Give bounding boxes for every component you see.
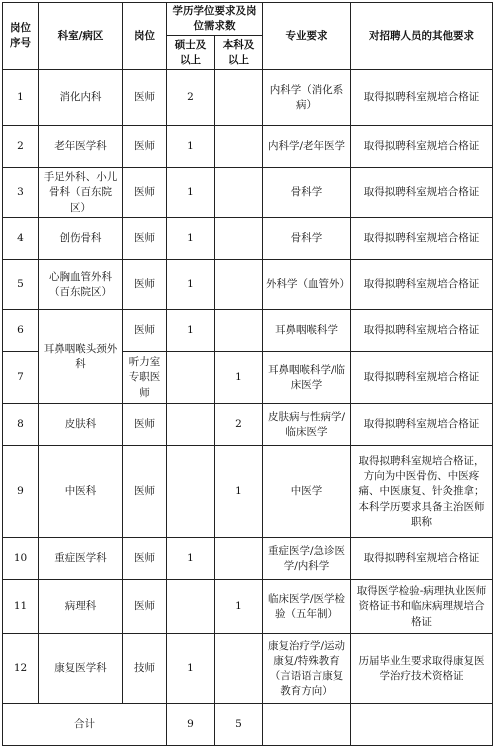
row-other: 取得拟聘科室规培合格证: [351, 126, 493, 168]
header-bachelor: 本科及以上: [215, 36, 263, 70]
row-bachelor: 1: [215, 580, 263, 634]
row-major: 中医学: [263, 446, 351, 538]
row-bachelor: 1: [215, 446, 263, 538]
row-master: 1: [167, 126, 215, 168]
row-bachelor: [215, 260, 263, 310]
total-bachelor: 5: [215, 704, 263, 746]
row-no: 8: [3, 404, 39, 446]
table-row: [3, 70, 493, 126]
row-bachelor: [215, 126, 263, 168]
row-major: 耳鼻咽喉科学: [263, 310, 351, 352]
row-master: [167, 352, 215, 404]
row-position: 医师: [123, 218, 167, 260]
row-major: 内科学/老年医学: [263, 126, 351, 168]
header-position: 岗位: [123, 3, 167, 70]
row-master: 1: [167, 634, 215, 704]
row-dept: 手足外科、小儿骨科（百东院区）: [39, 168, 123, 218]
table-row: [3, 404, 493, 446]
row-master: [167, 404, 215, 446]
row-major: 重症医学/急诊医学/内科学: [263, 538, 351, 580]
row-bachelor: [215, 218, 263, 260]
row-major: 内科学（消化系病）: [263, 70, 351, 126]
row-bachelor: 1: [215, 352, 263, 404]
header-edu-group: 学历学位要求及岗位需求数: [167, 3, 263, 36]
row-master: 1: [167, 538, 215, 580]
table-row: [3, 634, 493, 704]
row-position: 医师: [123, 580, 167, 634]
row-other: 取得拟聘科室规培合格证: [351, 168, 493, 218]
row-dept: 中医科: [39, 446, 123, 538]
row-bachelor: [215, 634, 263, 704]
row-other: 取得拟聘科室规培合格证: [351, 260, 493, 310]
row-master: 1: [167, 218, 215, 260]
row-bachelor: [215, 168, 263, 218]
header-dept: 科室/病区: [39, 3, 123, 70]
row-position: 医师: [123, 168, 167, 218]
header-row-1: [3, 3, 493, 36]
row-major: 外科学（血管外）: [263, 260, 351, 310]
row-dept: 耳鼻咽喉头颈外科: [39, 310, 123, 404]
row-dept: 康复医学科: [39, 634, 123, 704]
row-no: 6: [3, 310, 39, 352]
row-position: 医师: [123, 260, 167, 310]
row-no: 3: [3, 168, 39, 218]
row-no: 2: [3, 126, 39, 168]
row-major: 骨科学: [263, 168, 351, 218]
table-row: [3, 218, 493, 260]
row-dept: 皮肤科: [39, 404, 123, 446]
row-other: 历届毕业生要求取得康复医学治疗技术资格证: [351, 634, 493, 704]
row-no: 9: [3, 446, 39, 538]
row-bachelor: [215, 310, 263, 352]
row-dept: 创伤骨科: [39, 218, 123, 260]
row-dept: 消化内科: [39, 70, 123, 126]
row-position: 医师: [123, 538, 167, 580]
row-bachelor: 2: [215, 404, 263, 446]
table-row: [3, 168, 493, 218]
recruitment-table: [2, 2, 493, 746]
row-major: 康复治疗学/运动康复/特殊教育（言语语言康复教育方向）: [263, 634, 351, 704]
header-other: 对招聘人员的其他要求: [351, 3, 493, 70]
row-other: 取得拟聘科室规培合格证: [351, 310, 493, 352]
total-row: [3, 704, 493, 746]
row-other: 取得医学检验-病理执业医师资格证书和临床病理规培合格证: [351, 580, 493, 634]
row-dept: 病理科: [39, 580, 123, 634]
row-master: [167, 580, 215, 634]
row-position: 医师: [123, 310, 167, 352]
row-other: 取得拟聘科室规培合格证: [351, 218, 493, 260]
row-master: 1: [167, 168, 215, 218]
total-other: [351, 704, 493, 746]
table-row: [3, 446, 493, 538]
row-other: 取得拟聘科室规培合格证: [351, 404, 493, 446]
row-position: 医师: [123, 404, 167, 446]
total-major: [263, 704, 351, 746]
total-master: 9: [167, 704, 215, 746]
row-position: 医师: [123, 70, 167, 126]
row-no: 10: [3, 538, 39, 580]
total-label: 合计: [3, 704, 167, 746]
table-row: [3, 126, 493, 168]
row-position: 医师: [123, 126, 167, 168]
row-no: 1: [3, 70, 39, 126]
row-bachelor: [215, 70, 263, 126]
row-major: 耳鼻咽喉科学/临床医学: [263, 352, 351, 404]
row-no: 7: [3, 352, 39, 404]
row-bachelor: [215, 538, 263, 580]
row-no: 5: [3, 260, 39, 310]
row-major: 骨科学: [263, 218, 351, 260]
row-other: 取得拟聘科室规培合格证: [351, 538, 493, 580]
row-position: 技师: [123, 634, 167, 704]
row-position: 医师: [123, 446, 167, 538]
row-dept: 老年医学科: [39, 126, 123, 168]
row-position: 听力室专职医师: [123, 352, 167, 404]
row-master: 1: [167, 310, 215, 352]
row-no: 4: [3, 218, 39, 260]
row-dept: 心胸血管外科（百东院区）: [39, 260, 123, 310]
row-other: 取得拟聘科室规培合格证: [351, 352, 493, 404]
row-other: 取得拟聘科室规培合格证: [351, 70, 493, 126]
row-no: 11: [3, 580, 39, 634]
row-master: 2: [167, 70, 215, 126]
row-dept: 重症医学科: [39, 538, 123, 580]
header-major: 专业要求: [263, 3, 351, 70]
row-master: 1: [167, 260, 215, 310]
row-major: 皮肤病与性病学/临床医学: [263, 404, 351, 446]
table-row: [3, 310, 493, 352]
header-master: 硕士及以上: [167, 36, 215, 70]
table-row: [3, 260, 493, 310]
row-other: 取得拟聘科室规培合格证，方向为中医骨伤、中医疼痛、中医康复、针灸推拿；本科学历要求具备主治医师职称: [351, 446, 493, 538]
header-pos-no: 岗位序号: [3, 3, 39, 70]
row-major: 临床医学/医学检验（五年制）: [263, 580, 351, 634]
row-no: 12: [3, 634, 39, 704]
table-row: [3, 538, 493, 580]
row-master: [167, 446, 215, 538]
table-row: [3, 580, 493, 634]
